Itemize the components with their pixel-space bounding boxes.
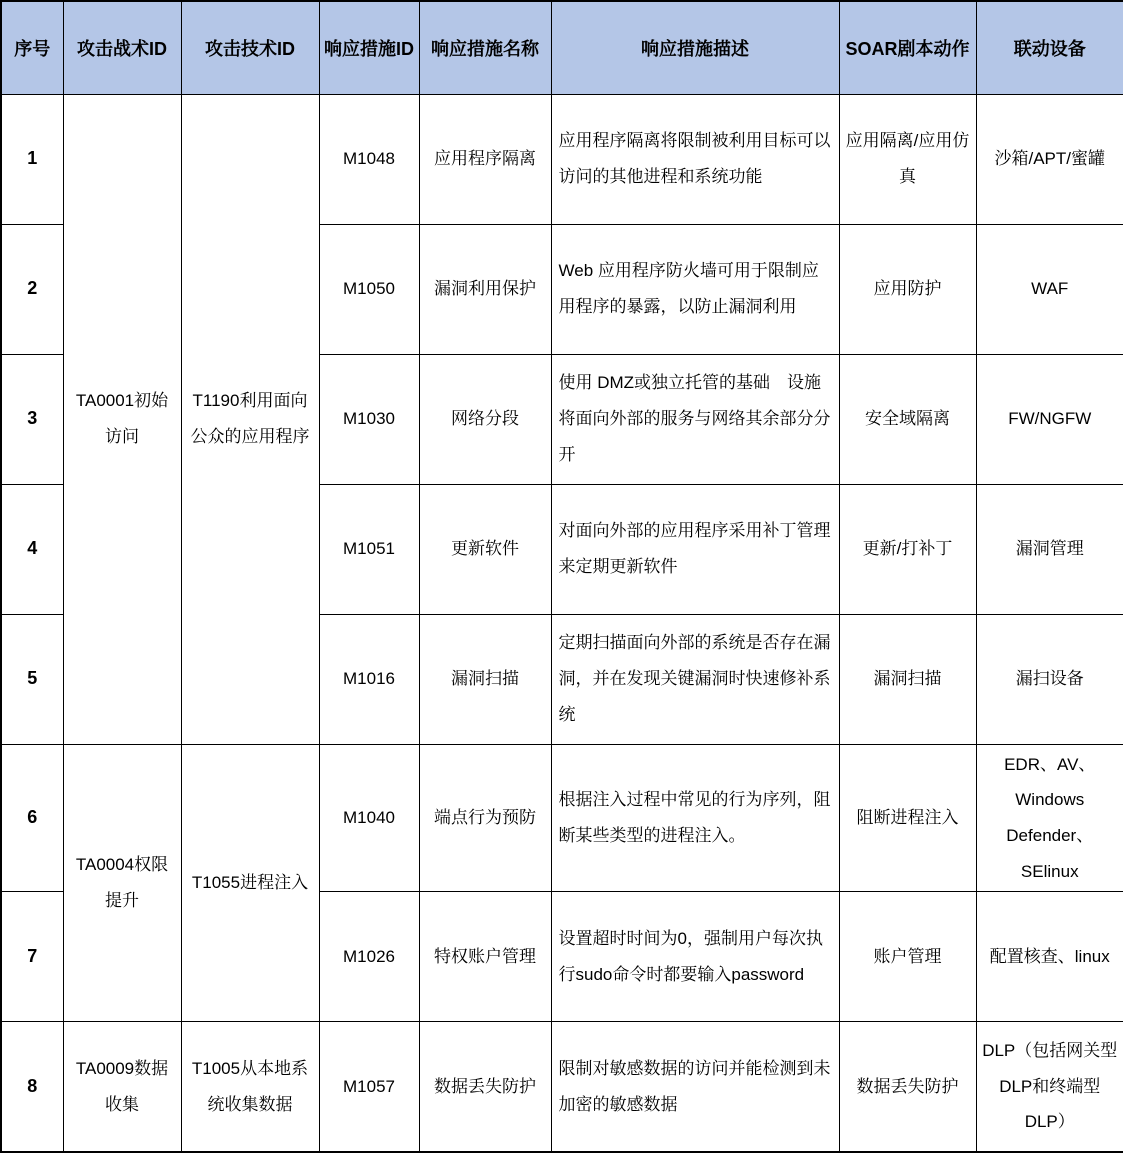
cell-measure-description: 限制对敏感数据的访问并能检测到未加密的敏感数据: [551, 1022, 839, 1152]
cell-measure-description: 设置超时时间为0，强制用户每次执行sudo命令时都要输入password: [551, 892, 839, 1022]
cell-measure-id: M1048: [319, 94, 419, 224]
cell-soar-action: 更新/打补丁: [839, 484, 976, 614]
cell-linked-device: 沙箱/APT/蜜罐: [976, 94, 1123, 224]
cell-measure-id: M1016: [319, 614, 419, 744]
cell-measure-id: M1050: [319, 224, 419, 354]
cell-linked-device: 漏扫设备: [976, 614, 1123, 744]
cell-technique-t1190: T1190利用面向公众的应用程序: [181, 94, 319, 744]
cell-serial: 1: [1, 94, 63, 224]
cell-measure-id: M1057: [319, 1022, 419, 1152]
table-row: [1, 94, 1123, 224]
cell-measure-name: 数据丢失防护: [419, 1022, 551, 1152]
cell-measure-description: 对面向外部的应用程序采用补丁管理来定期更新软件: [551, 484, 839, 614]
cell-soar-action: 账户管理: [839, 892, 976, 1022]
cell-serial: 2: [1, 224, 63, 354]
cell-serial: 3: [1, 354, 63, 484]
cell-tactic-ta0001: TA0001初始访问: [63, 94, 181, 744]
cell-measure-description: Web 应用程序防火墙可用于限制应用程序的暴露，以防止漏洞利用: [551, 224, 839, 354]
cell-linked-device: DLP（包括网关型DLP和终端型DLP）: [976, 1022, 1123, 1152]
cell-soar-action: 应用防护: [839, 224, 976, 354]
cell-measure-name: 特权账户管理: [419, 892, 551, 1022]
cell-measure-id: M1030: [319, 354, 419, 484]
cell-linked-device: EDR、AV、Windows Defender、SElinux: [976, 744, 1123, 892]
column-header-soar-action: SOAR剧本动作: [839, 1, 976, 94]
column-header-tactic-id: 攻击战术ID: [63, 1, 181, 94]
column-header-serial: 序号: [1, 1, 63, 94]
cell-tactic-ta0004: TA0004权限提升: [63, 744, 181, 1022]
column-header-measure-id: 响应措施ID: [319, 1, 419, 94]
cell-linked-device: 配置核查、linux: [976, 892, 1123, 1022]
table-row: [1, 1022, 1123, 1152]
cell-serial: 4: [1, 484, 63, 614]
cell-serial: 5: [1, 614, 63, 744]
cell-measure-description: 使用 DMZ或独立托管的基础 设施将面向外部的服务与网络其余部分分开: [551, 354, 839, 484]
cell-serial: 8: [1, 1022, 63, 1152]
cell-tactic-ta0009: TA0009数据收集: [63, 1022, 181, 1152]
cell-measure-name: 漏洞扫描: [419, 614, 551, 744]
column-header-measure-description: 响应措施描述: [551, 1, 839, 94]
cell-technique-t1005: T1005从本地系统收集数据: [181, 1022, 319, 1152]
cell-measure-name: 更新软件: [419, 484, 551, 614]
cell-measure-name: 漏洞利用保护: [419, 224, 551, 354]
cell-serial: 7: [1, 892, 63, 1022]
column-header-measure-name: 响应措施名称: [419, 1, 551, 94]
cell-linked-device: FW/NGFW: [976, 354, 1123, 484]
cell-soar-action: 数据丢失防护: [839, 1022, 976, 1152]
cell-soar-action: 阻断进程注入: [839, 744, 976, 892]
cell-linked-device: 漏洞管理: [976, 484, 1123, 614]
column-header-linked-device: 联动设备: [976, 1, 1123, 94]
cell-measure-name: 应用程序隔离: [419, 94, 551, 224]
cell-measure-description: 定期扫描面向外部的系统是否存在漏洞，并在发现关键漏洞时快速修补系统: [551, 614, 839, 744]
cell-soar-action: 应用隔离/应用仿真: [839, 94, 976, 224]
cell-measure-id: M1026: [319, 892, 419, 1022]
cell-technique-t1055: T1055进程注入: [181, 744, 319, 1022]
cell-measure-name: 网络分段: [419, 354, 551, 484]
table-header-row: [1, 1, 1123, 94]
column-header-technique-id: 攻击技术ID: [181, 1, 319, 94]
cell-measure-id: M1040: [319, 744, 419, 892]
cell-serial: 6: [1, 744, 63, 892]
cell-soar-action: 漏洞扫描: [839, 614, 976, 744]
cell-linked-device: WAF: [976, 224, 1123, 354]
cell-soar-action: 安全域隔离: [839, 354, 976, 484]
cell-measure-description: 应用程序隔离将限制被利用目标可以访问的其他进程和系统功能: [551, 94, 839, 224]
cell-measure-description: 根据注入过程中常见的行为序列，阻断某些类型的进程注入。: [551, 744, 839, 892]
cell-measure-id: M1051: [319, 484, 419, 614]
cell-measure-name: 端点行为预防: [419, 744, 551, 892]
table-row: [1, 744, 1123, 892]
